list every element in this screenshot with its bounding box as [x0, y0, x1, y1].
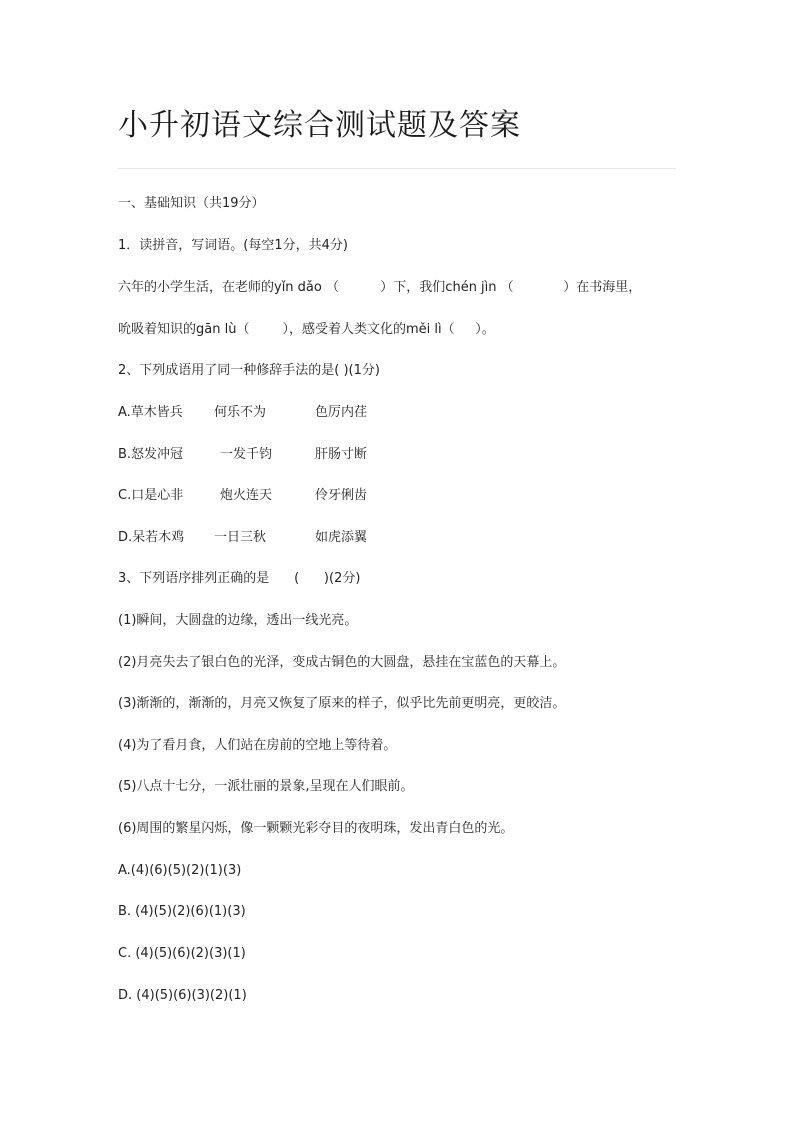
- question-2-heading: 2、下列成语用了同一种修辞手法的是( )(1分): [118, 363, 380, 378]
- question-3-sentence-2: (2)月亮失去了银白色的光泽，变成古铜色的大圆盘，悬挂在宝蓝色的天幕上。: [118, 655, 566, 670]
- question-1-line-1: 六年的小学生活，在老师的yǐn dǎo （ ）下，我们chén jìn （ ）在书海里，: [118, 280, 642, 295]
- question-3-choice-a: A.(4)(6)(5)(2)(1)(3): [118, 863, 242, 878]
- question-3-choice-c: C. (4)(5)(6)(2)(3)(1): [118, 946, 246, 961]
- option-a-idiom-2: 何乐不为: [214, 405, 267, 420]
- question-3-sentence-5: (5)八点十七分，一派壮丽的景象,呈现在人们眼前。: [118, 779, 414, 794]
- option-b-idiom-2: 一发千钧: [220, 447, 273, 462]
- option-b-idiom-3: 肝肠寸断: [315, 447, 368, 462]
- option-c-idiom-1: C.口是心非: [118, 488, 184, 503]
- option-d-idiom-3: 如虎添翼: [315, 530, 368, 545]
- option-a-idiom-3: 色厉内荏: [315, 405, 368, 420]
- section-heading: 一、基础知识（共19分）: [118, 196, 265, 211]
- question-3-sentence-1: (1)瞬间，大圆盘的边缘，透出一线光亮。: [118, 613, 358, 628]
- title-divider: [118, 168, 676, 169]
- question-1-heading: 1．读拼音，写词语。(每空1分，共4分): [118, 238, 348, 253]
- question-3-choice-d: D. (4)(5)(6)(3)(2)(1): [118, 988, 247, 1003]
- option-d-idiom-1: D.呆若木鸡: [118, 530, 185, 545]
- question-3-sentence-6: (6)周围的繁星闪烁，像一颗颗光彩夺目的夜明珠，发出青白色的光。: [118, 821, 514, 836]
- option-b-idiom-1: B.怒发冲冠: [118, 447, 184, 462]
- option-a-idiom-1: A.草木皆兵: [118, 405, 183, 420]
- question-3-choice-b: B. (4)(5)(2)(6)(1)(3): [118, 904, 246, 919]
- option-d-idiom-2: 一日三秋: [214, 530, 267, 545]
- page-title: 小升初语文综合测试题及答案: [118, 108, 521, 143]
- option-c-idiom-3: 伶牙俐齿: [315, 488, 368, 503]
- option-c-idiom-2: 炮火连天: [220, 488, 273, 503]
- question-3-sentence-4: (4)为了看月食，人们站在房前的空地上等待着。: [118, 738, 397, 753]
- question-3-sentence-3: (3)渐渐的，渐渐的，月亮又恢复了原来的样子，似乎比先前更明亮，更皎洁。: [118, 696, 566, 711]
- question-3-heading: 3、下列语序排列正确的是 ( )(2分): [118, 571, 361, 586]
- question-1-line-2: 吮吸着知识的gān lù（ ），感受着人类文化的měi lì（ ）。: [118, 322, 495, 337]
